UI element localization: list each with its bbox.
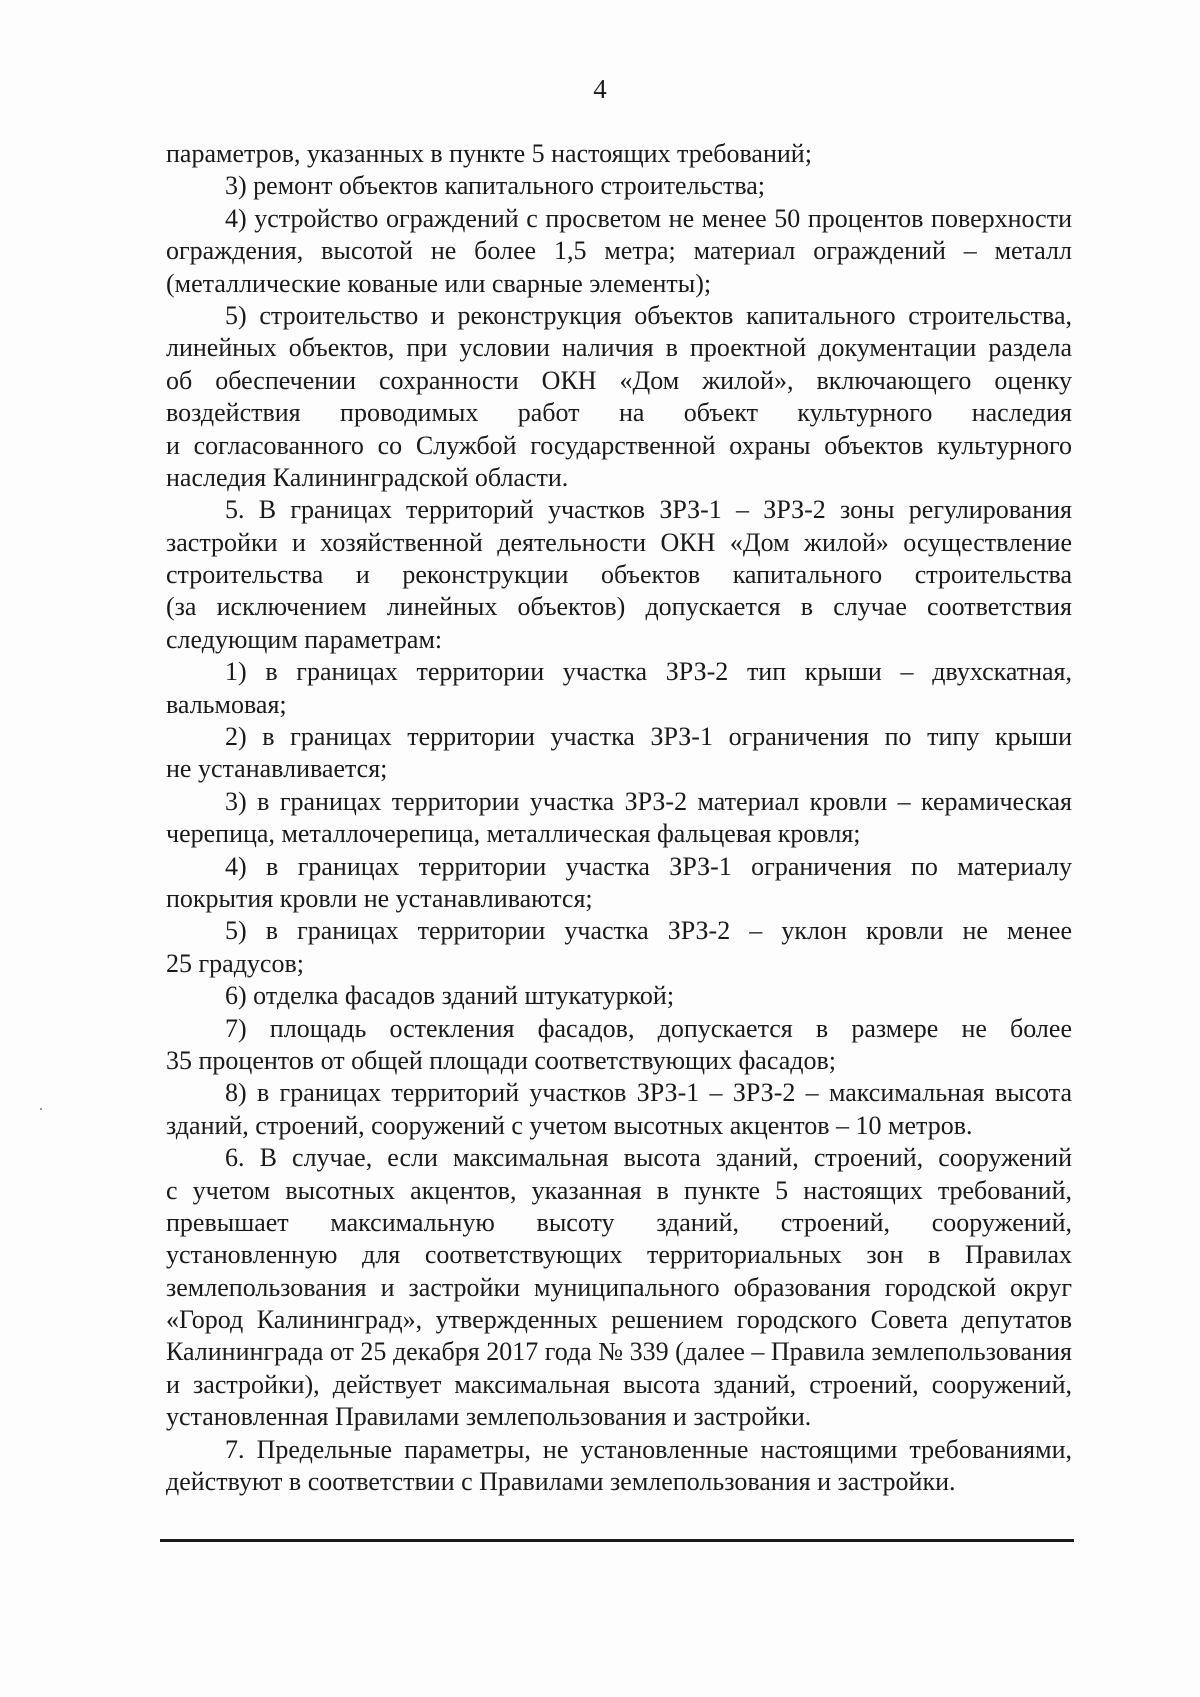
text-line: 8) в границах территорий участков ЗРЗ-1 – ЗРЗ-2 – максимальная высота: [225, 1078, 1072, 1108]
bottom-rule: [160, 1539, 1074, 1542]
text-line: и согласованного со Службой государственной охраны объектов культурного: [166, 430, 1072, 460]
text-line: (за исключением линейных объектов) допускается в случае соответствия: [166, 592, 1072, 622]
text-line: не устанавливается;: [166, 754, 388, 784]
text-line: параметров, указанных в пункте 5 настоящих требований;: [166, 139, 812, 168]
text-line: 1) в границах территории участка ЗРЗ-2 тип крыши – двухскатная,: [225, 657, 1072, 687]
text-line: установленную для соответствующих территориальных зон в Правилах: [166, 1240, 1072, 1270]
text-line: (металлические кованые или сварные элементы);: [166, 268, 712, 298]
scan-speck: [40, 1108, 42, 1110]
text-line: линейных объектов, при условии наличия в проектной документации раздела: [166, 333, 1072, 363]
text-line: воздействия проводимых работ на объект культурного наследия: [166, 398, 1072, 428]
text-line: установленная Правилами землепользования и застройки.: [166, 1402, 812, 1432]
document-body: [166, 138, 1072, 1498]
text-line: 2) в границах территории участка ЗРЗ-1 ограничения по типу крыши: [225, 722, 1072, 752]
text-line: 6. В случае, если максимальная высота зданий, строений, сооружений: [225, 1143, 1072, 1173]
text-line: вальмовая;: [166, 689, 287, 719]
text-line: 5. В границах территорий участков ЗРЗ-1 – ЗРЗ-2 зоны регулирования: [225, 495, 1072, 525]
text-line: 5) в границах территории участка ЗРЗ-2 – уклон кровли не менее: [225, 916, 1072, 946]
text-line: 4) в границах территории участка ЗРЗ-1 ограничения по материалу: [225, 851, 1072, 881]
text-line: 35 процентов от общей площади соответствующих фасадов;: [166, 1045, 836, 1075]
text-line: 3) в границах территории участка ЗРЗ-2 материал кровли – керамическая: [225, 786, 1072, 816]
text-line: превышает максимальную высоту зданий, строений, сооружений,: [166, 1207, 1072, 1237]
text-line: действуют в соответствии с Правилами землепользования и застройки.: [166, 1467, 956, 1497]
text-line: «Город Калининград», утвержденных решением городского Совета депутатов: [166, 1305, 1072, 1335]
text-line: 7) площадь остекления фасадов, допускается в размере не более: [225, 1013, 1072, 1043]
text-line: 7. Предельные параметры, не установленные настоящими требованиями,: [225, 1434, 1072, 1464]
text-line: наследия Калининградской области.: [166, 462, 569, 492]
text-line: покрытия кровли не устанавливаются;: [166, 883, 593, 913]
text-line: 5) строительство и реконструкция объектов капитального строительства,: [225, 300, 1072, 330]
text-line: 25 градусов;: [166, 948, 304, 978]
text-line: зданий, строений, сооружений с учетом высотных акцентов – 10 метров.: [166, 1110, 973, 1140]
text-line: и застройки), действует максимальная высота зданий, строений, сооружений,: [166, 1369, 1072, 1399]
text-line: с учетом высотных акцентов, указанная в пункте 5 настоящих требований,: [166, 1175, 1072, 1205]
text-line: черепица, металлочерепица, металлическая фальцевая кровля;: [166, 819, 861, 849]
text-line: 4) устройство ограждений с просветом не менее 50 процентов поверхности: [225, 203, 1072, 233]
text-line: 3) ремонт объектов капитального строительства;: [225, 171, 766, 201]
text-line: строительства и реконструкции объектов капитального строительства: [166, 560, 1072, 590]
text-line: застройки и хозяйственной деятельности ОКН «Дом жилой» осуществление: [166, 527, 1072, 557]
text-line: 6) отделка фасадов зданий штукатуркой;: [225, 981, 675, 1011]
text-line: Калининграда от 25 декабря 2017 года № 339 (далее – Правила землепользования: [166, 1337, 1072, 1367]
text-line: землепользования и застройки муниципального образования городской округ: [166, 1272, 1072, 1302]
text-line: следующим параметрам:: [166, 624, 443, 654]
page-number: 4: [593, 74, 607, 104]
text-line: ограждения, высотой не более 1,5 метра; материал ограждений – металл: [166, 236, 1072, 266]
text-line: об обеспечении сохранности ОКН «Дом жилой», включающего оценку: [166, 365, 1072, 395]
